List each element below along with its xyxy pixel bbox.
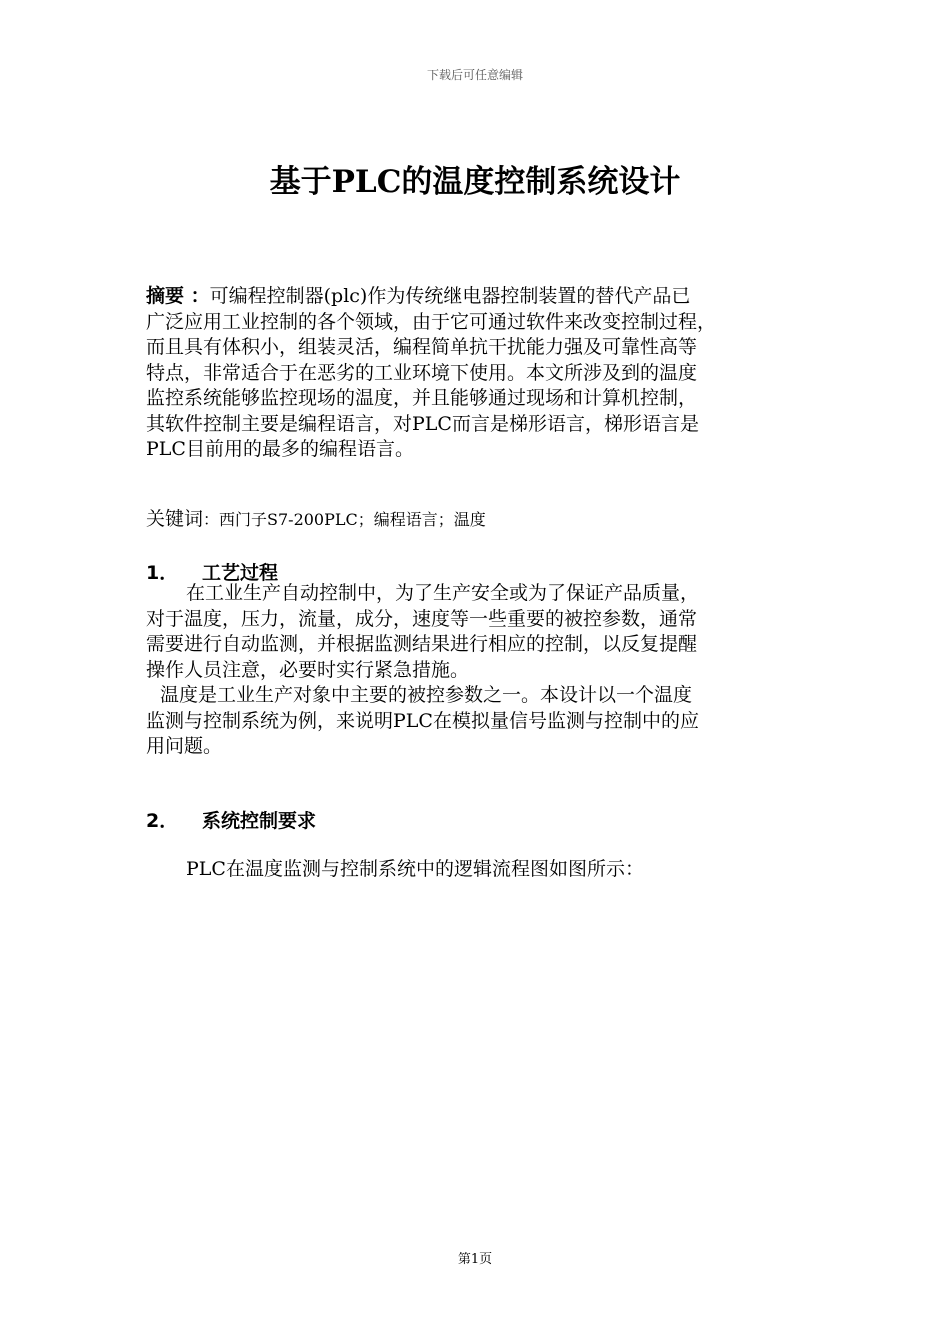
keywords-text: ：西门子S7-200PLC；编程语言；温度: [203, 510, 486, 529]
paragraph-line: 操作人员注意，必要时实行紧急措施。: [146, 658, 470, 681]
paragraph-line: 在工业生产自动控制中，为了生产安全或为了保证产品质量，: [186, 582, 700, 604]
paragraph-line: 用问题。: [146, 735, 223, 757]
paragraph-line: 需要进行自动监测，并根据监测结果进行相应的控制，以反复提醒: [146, 633, 698, 655]
abstract-line: PLC目前用的最多的编程语言。: [146, 438, 414, 460]
abstract-line: 其软件控制主要是编程语言，对PLC而言是梯形语言，梯形语言是: [146, 412, 699, 435]
section-heading-2: [146, 806, 316, 833]
section-title: 工艺过程: [202, 562, 279, 584]
page-number: 第1页: [457, 1252, 493, 1267]
abstract-line: 广泛应用工业控制的各个领域，由于它可通过软件来改变控制过程，: [146, 310, 717, 333]
document-title: 基于PLC的温度控制系统设计: [269, 164, 681, 200]
header-note: 下载后可任意编辑: [426, 68, 523, 82]
paragraph-line: 温度是工业生产对象中主要的被控参数之一。本设计以一个温度: [160, 684, 693, 706]
keywords-label: 关键词: [146, 508, 204, 530]
section-number: 2．: [146, 810, 179, 832]
section1-body: [146, 581, 826, 760]
section-number: 1．: [146, 562, 179, 584]
paragraph-line: 对于温度，压力，流量，成分，速度等一些重要的被控参数，通常: [146, 607, 698, 630]
abstract-line: [146, 284, 826, 310]
abstract-line: 监控系统能够监控现场的温度，并且能够通过现场和计算机控制，: [146, 387, 698, 409]
keywords: [146, 507, 826, 533]
paragraph-line: PLC在温度监测与控制系统中的逻辑流程图如图所示：: [186, 858, 644, 880]
paragraph-line: 监测与控制系统为例，来说明PLC在模拟量信号监测与控制中的应: [146, 709, 699, 732]
section-title: 系统控制要求: [202, 810, 317, 832]
abstract-label: 摘要 ：: [146, 285, 210, 307]
section2-body: [146, 857, 826, 883]
abstract-line: 特点，非常适合于在恶劣的工业环境下使用。本文所涉及到的温度: [146, 361, 698, 384]
abstract: [146, 284, 826, 463]
abstract-line: 而且具有体积小，组装灵活，编程简单抗干扰能力强及可靠性高等: [146, 336, 698, 358]
abstract-text: 可编程控制器(plc)作为传统继电器控制装置的替代产品已: [209, 285, 691, 307]
